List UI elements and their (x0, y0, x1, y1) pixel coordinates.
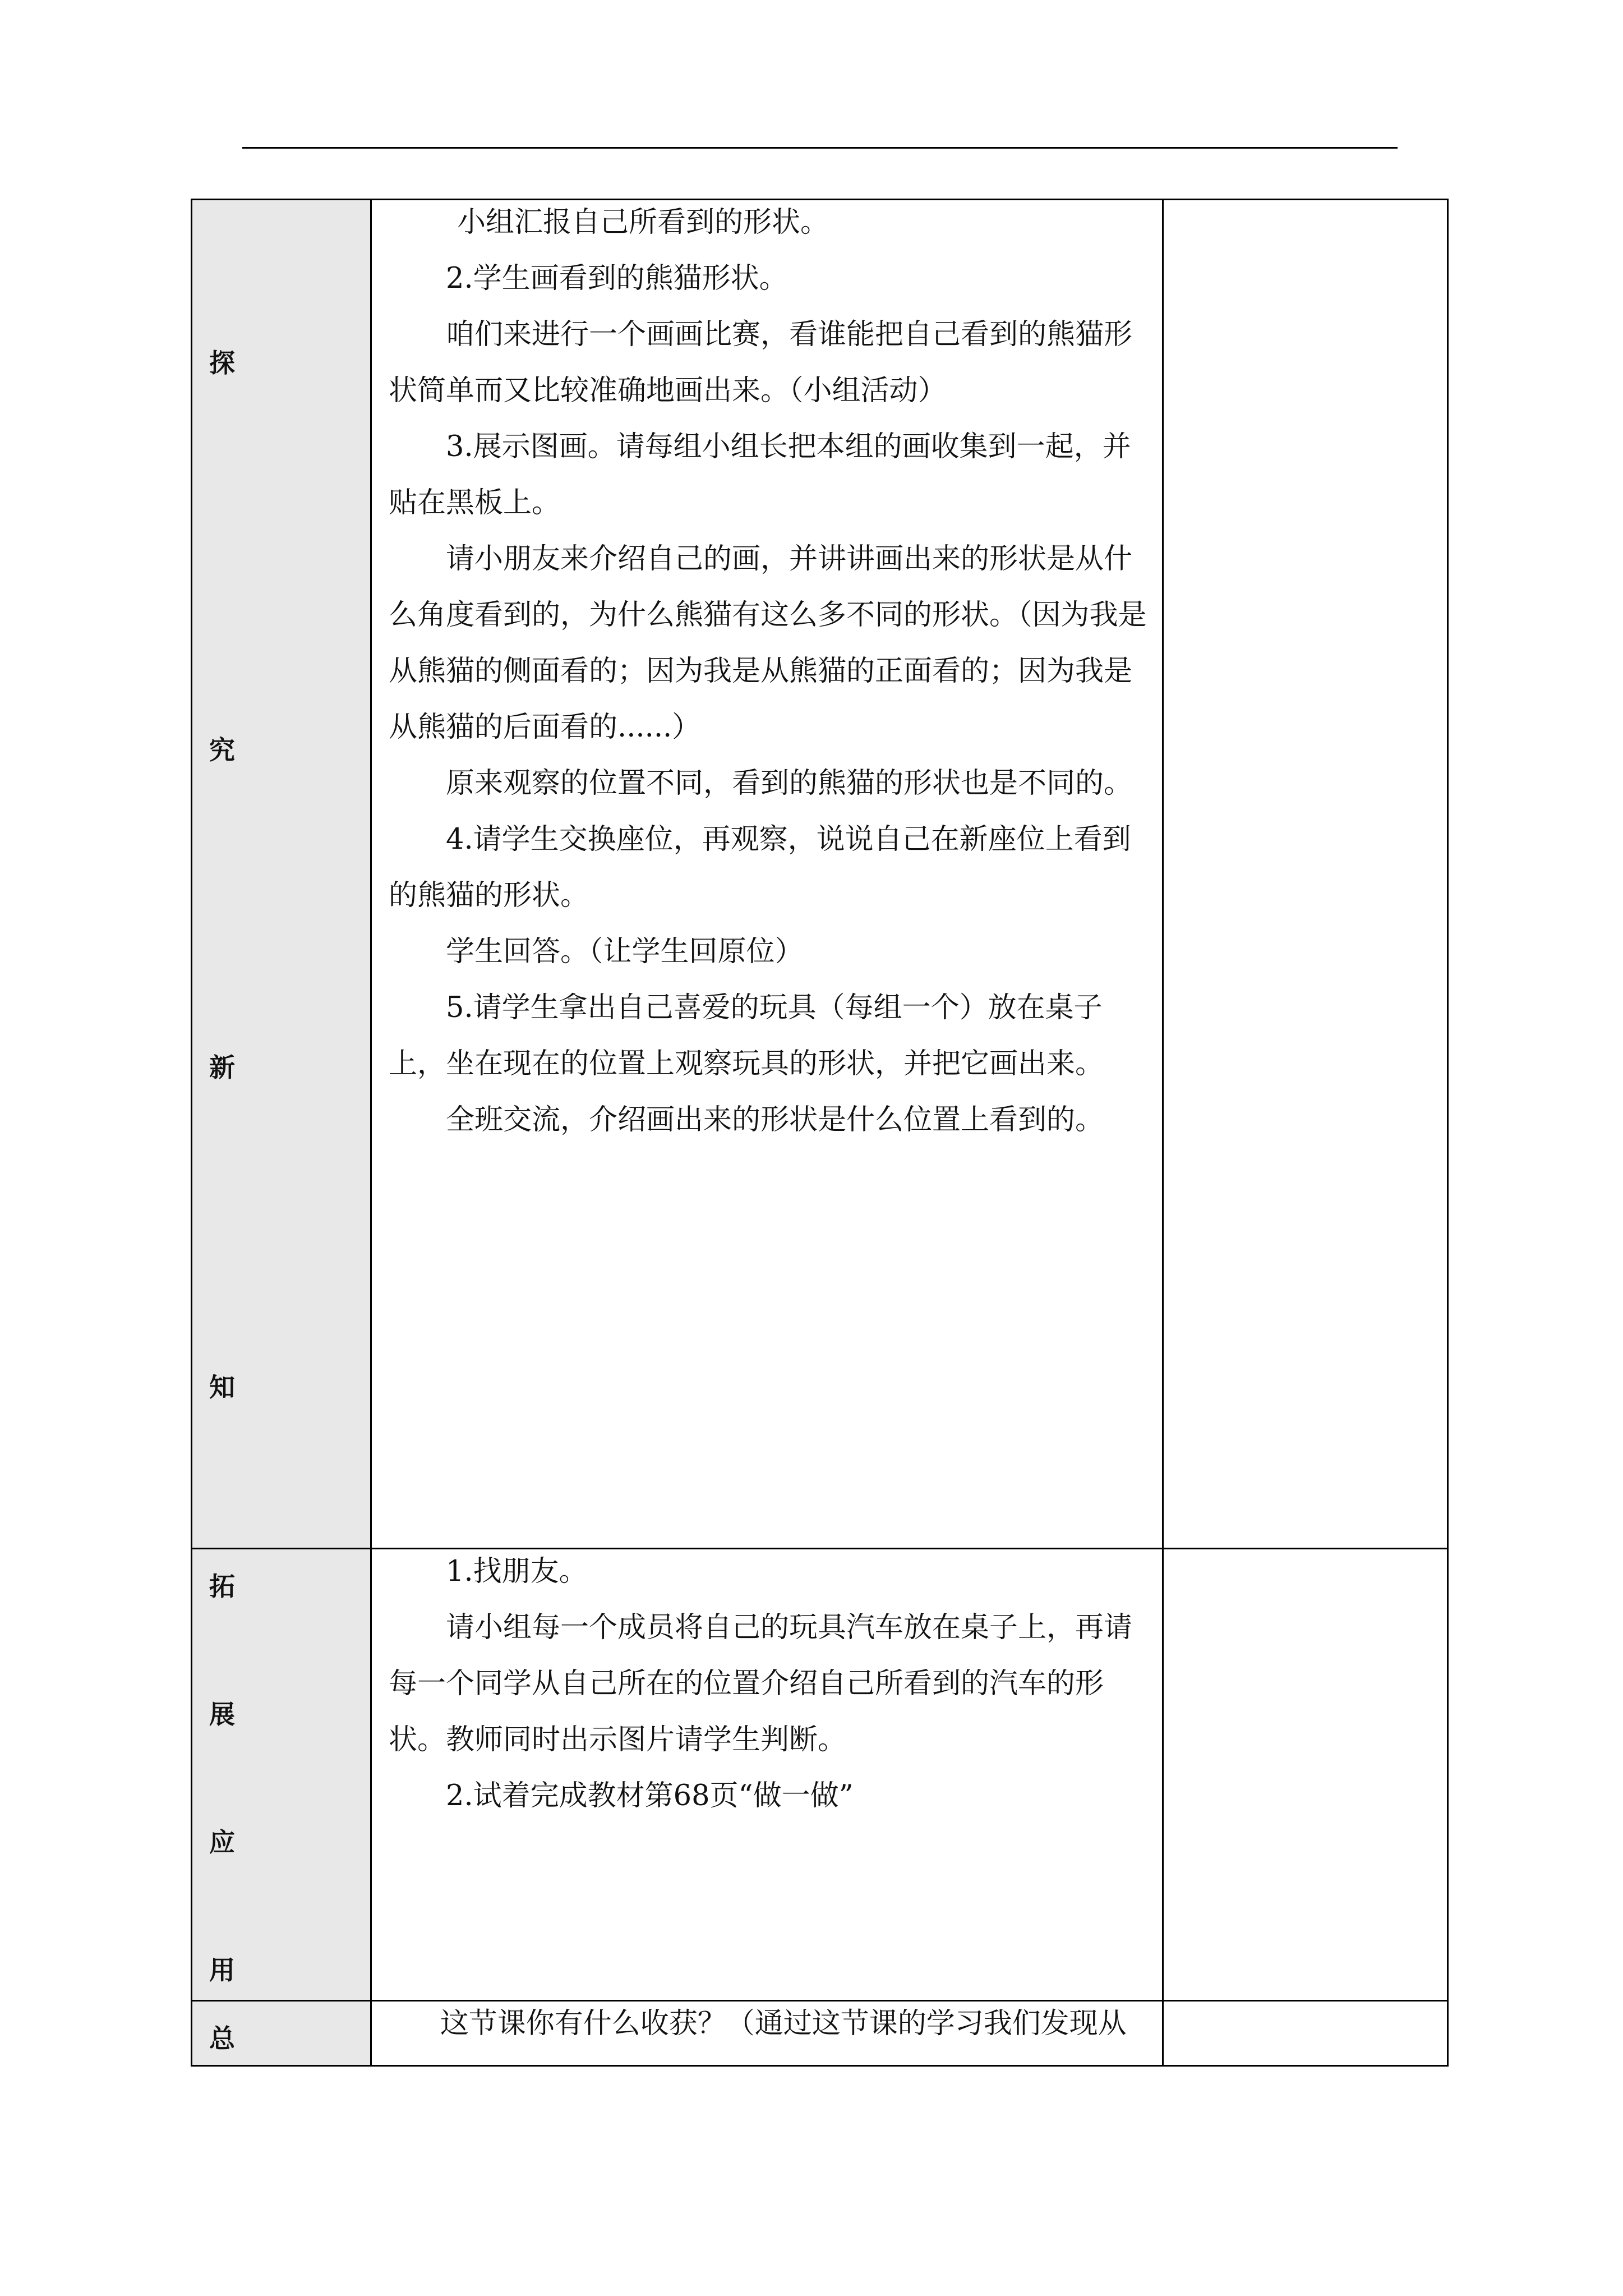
paragraph: 4.请学生交换座位，再观察，说说自己在新座位上看到的熊猫的形状。 (389, 823, 1131, 912)
paragraph: 原来观察的位置不同，看到的熊猫的形状也是不同的。 (446, 767, 1133, 800)
label-char: 知 (209, 1372, 235, 1402)
section-row-explore (192, 200, 1448, 1549)
paragraph: 小组汇报自己所看到的形状。 (457, 206, 829, 239)
paragraph: 2.学生画看到的熊猫形状。 (446, 262, 788, 295)
paragraph: 1.找朋友。 (446, 1555, 588, 1588)
paragraph: 5.请学生拿出自己喜爱的玩具（每组一个）放在桌子上，坐在现在的位置上观察玩具的形状，并把它画出来。 (389, 991, 1104, 1080)
section-content-extend (371, 1549, 1163, 2001)
paragraph: 这节课你有什么收获？（通过这节课的学习我们发现从 (440, 2007, 1127, 2040)
paragraph: 请小组每一个成员将自己的玩具汽车放在桌子上，再请每一个同学从自己所在的位置介绍自己所看到的汽车的形状。教师同时出示图片请学生判断。 (389, 1611, 1133, 1756)
lesson-plan-table (191, 199, 1449, 2067)
paragraph: 咱们来进行一个画画比赛，看谁能把自己看到的熊猫形状简单而又比较准确地画出来。（小组活动） (389, 318, 1133, 407)
label-char: 用 (209, 1955, 235, 1985)
paragraph: 学生回答。（让学生回原位） (446, 935, 804, 968)
paragraph: 请小朋友来介绍自己的画，并讲讲画出来的形状是从什么角度看到的，为什么熊猫有这么多不同的形状。（因为我是从熊猫的侧面看的；因为我是从熊猫的正面看的；因为我是从熊猫的后面看的......） (389, 542, 1147, 744)
label-char: 应 (209, 1827, 235, 1857)
paragraph: 全班交流，介绍画出来的形状是什么位置上看到的。 (446, 1103, 1104, 1137)
paragraph: 2.试着完成教材第68页“做一做” (446, 1779, 854, 1812)
header-rule (242, 147, 1398, 149)
label-char: 总 (209, 2023, 235, 2054)
section-label-explore (192, 200, 371, 1549)
section-label-summary (192, 2001, 371, 2066)
label-char: 展 (209, 1699, 235, 1729)
section-content-explore (371, 200, 1163, 1549)
label-char: 探 (209, 348, 235, 378)
label-char: 究 (209, 735, 235, 765)
section-note-explore (1163, 200, 1448, 1549)
section-note-summary (1163, 2001, 1448, 2066)
paragraph: 3.展示图画。请每组小组长把本组的画收集到一起，并贴在黑板上。 (389, 430, 1131, 519)
section-content-summary (371, 2001, 1163, 2066)
section-row-summary (192, 2001, 1448, 2066)
label-char: 拓 (209, 1571, 235, 1602)
section-note-extend (1163, 1549, 1448, 2001)
label-char: 新 (209, 1052, 235, 1083)
section-label-extend (192, 1549, 371, 2001)
section-row-extend (192, 1549, 1448, 2001)
